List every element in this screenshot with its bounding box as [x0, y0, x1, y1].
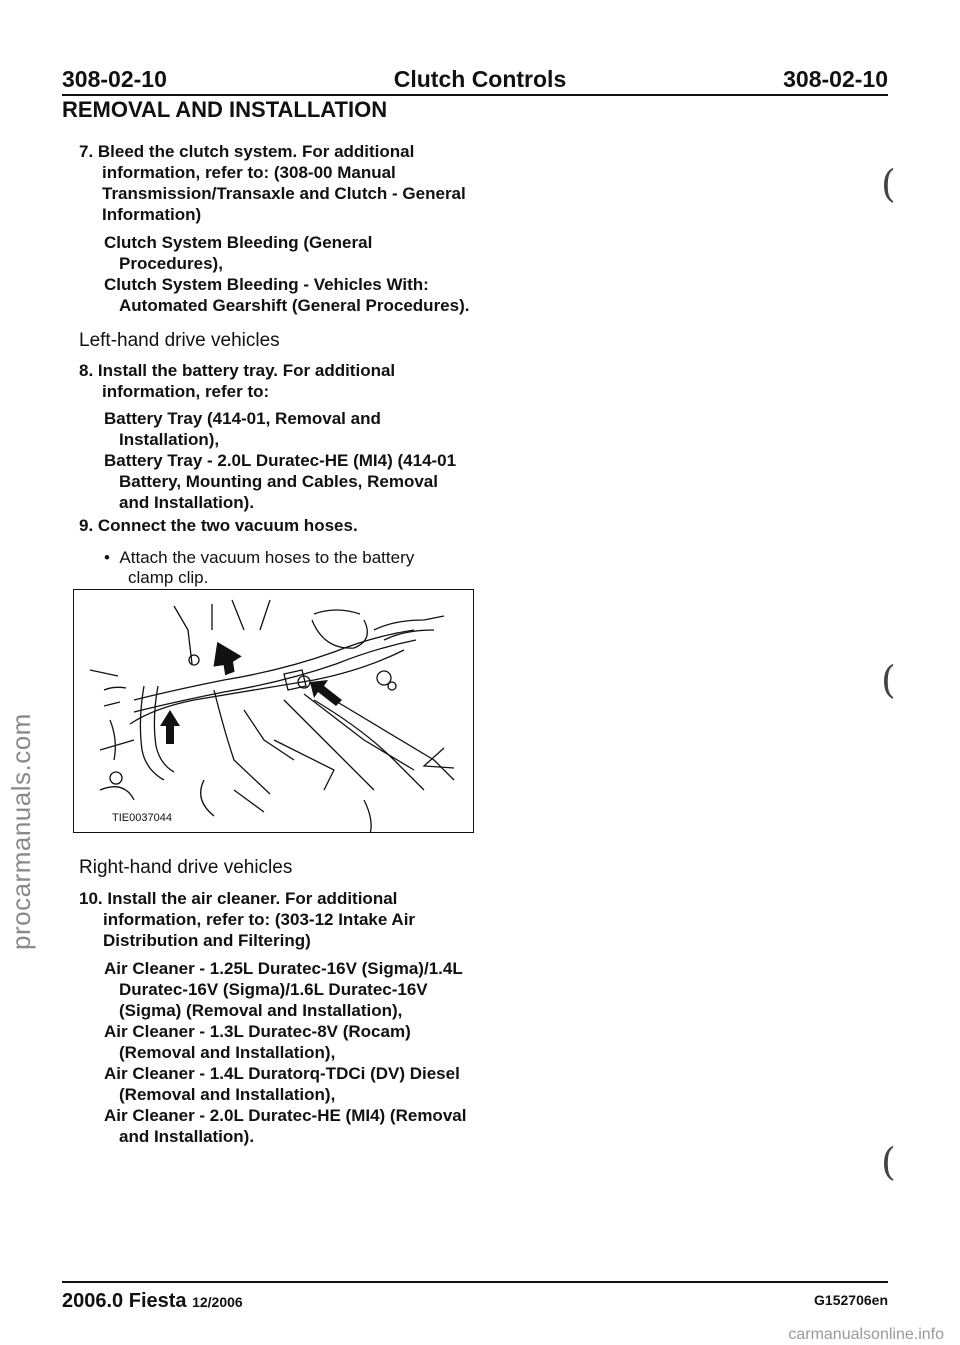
- reference-link[interactable]: Automated Gearshift (General Procedures).: [119, 296, 470, 315]
- vacuum-hose-illustration: [73, 589, 474, 833]
- step-7-line: Information): [102, 205, 202, 224]
- subheading-rhd: Right-hand drive vehicles: [79, 857, 293, 878]
- step-10-line: 10. Install the air cleaner. For additional: [79, 889, 398, 908]
- margin-bracket-icon: (: [881, 658, 896, 702]
- footer-site-watermark: carmanualsonline.info: [788, 1326, 944, 1343]
- reference-link[interactable]: (Removal and Installation),: [119, 1085, 336, 1104]
- reference-link[interactable]: Clutch System Bleeding - Vehicles With:: [104, 275, 429, 294]
- reference-link[interactable]: (Removal and Installation),: [119, 1043, 336, 1062]
- reference-link[interactable]: Air Cleaner - 1.25L Duratec-16V (Sigma)/1.4L: [104, 959, 463, 978]
- reference-link[interactable]: Battery Tray (414-01, Removal and: [104, 409, 381, 428]
- step-9: 9. Connect the two vacuum hoses.: [79, 516, 358, 535]
- footer-model: [62, 1290, 243, 1313]
- side-watermark: procarmanuals.com: [6, 713, 36, 950]
- bullet-text: Attach the vacuum hoses to the battery: [119, 548, 415, 567]
- page-number-right: 308-02-10: [783, 66, 888, 92]
- margin-bracket-icon: (: [881, 162, 896, 206]
- step-7-references: [104, 232, 469, 316]
- step-8-line: information, refer to:: [102, 382, 270, 401]
- reference-link[interactable]: Air Cleaner - 1.3L Duratec-8V (Rocam): [104, 1022, 411, 1041]
- step-7-line: 7. Bleed the clutch system. For additional: [79, 142, 415, 161]
- section-title: REMOVAL AND INSTALLATION: [62, 97, 388, 122]
- reference-link[interactable]: (Sigma) (Removal and Installation),: [119, 1001, 403, 1020]
- step-8: [79, 360, 395, 402]
- reference-link[interactable]: Installation),: [119, 430, 220, 449]
- footer-model-name: 2006.0 Fiesta: [62, 1290, 187, 1312]
- bullet-text: clamp clip.: [128, 568, 209, 587]
- reference-link[interactable]: Air Cleaner - 1.4L Duratorq-TDCi (DV) Diesel: [104, 1064, 460, 1083]
- step-8-line: 8. Install the battery tray. For additional: [79, 361, 396, 380]
- step-10-line: Distribution and Filtering): [103, 931, 311, 950]
- reference-link[interactable]: Duratec-16V (Sigma)/1.6L Duratec-16V: [119, 980, 428, 999]
- footer-rule: [62, 1281, 888, 1283]
- step-10-references: [104, 958, 466, 1147]
- step-8-references: [104, 408, 456, 513]
- page-number-left: 308-02-10: [62, 66, 167, 92]
- reference-link[interactable]: Procedures),: [119, 254, 223, 273]
- margin-bracket-icon: (: [881, 1140, 896, 1184]
- footer-code: G152706en: [814, 1292, 888, 1308]
- step-9-bullet: [104, 548, 414, 588]
- reference-link[interactable]: Clutch System Bleeding (General: [104, 233, 373, 252]
- subheading-lhd: Left-hand drive vehicles: [79, 330, 280, 351]
- reference-link[interactable]: Battery Tray - 2.0L Duratec-HE (MI4) (414-01: [104, 451, 457, 470]
- reference-link[interactable]: and Installation).: [119, 1127, 255, 1146]
- figure-label: TIE0037044: [112, 812, 172, 824]
- step-10-line: information, refer to: (303-12 Intake Air: [103, 910, 416, 929]
- reference-link[interactable]: and Installation).: [119, 493, 255, 512]
- page-header-title: Clutch Controls: [393, 66, 567, 92]
- step-7: [79, 141, 466, 225]
- engine-bay-line-drawing: [74, 590, 474, 833]
- step-7-line: Transmission/Transaxle and Clutch - General: [102, 184, 466, 203]
- step-7-line: information, refer to: (308-00 Manual: [102, 163, 396, 182]
- reference-link[interactable]: Air Cleaner - 2.0L Duratec-HE (MI4) (Removal: [104, 1106, 467, 1125]
- step-10: [79, 888, 415, 951]
- reference-link[interactable]: Battery, Mounting and Cables, Removal: [119, 472, 438, 491]
- footer-date: 12/2006: [192, 1294, 243, 1310]
- bullet-dot-icon: •: [104, 548, 120, 567]
- header-rule: [62, 94, 888, 96]
